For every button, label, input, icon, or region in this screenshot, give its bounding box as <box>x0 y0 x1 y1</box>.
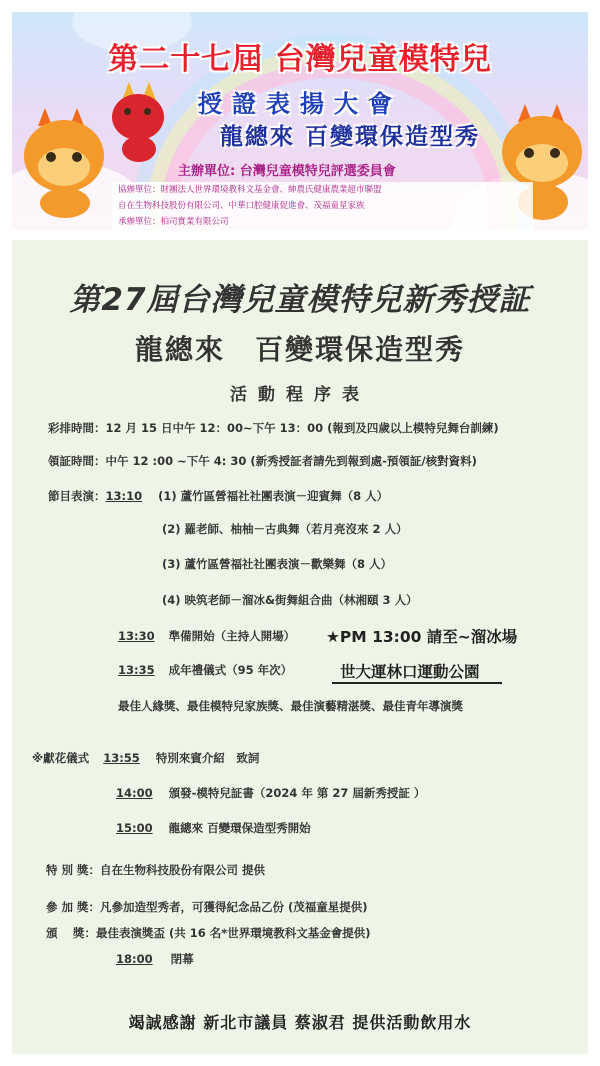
closing-row <box>116 951 194 967</box>
flower-ceremony-row <box>32 750 259 766</box>
flower-ceremony-text: 特別來賓介紹 致詞 <box>155 751 260 765</box>
banner-subtitle: 授證表揚大會 <box>198 90 402 118</box>
schedule-item-row <box>116 785 425 801</box>
performance-item: (1) 蘆竹區營福社社團表演－迎賓舞（8 人） <box>158 489 389 503</box>
schedule-time: 15:00 <box>116 821 153 835</box>
banner-co-organizers: 自在生物科技股份有限公司、中華口腔健康促進會、茂福童星家族 <box>112 198 533 214</box>
special-award-text: 自在生物科技股份有限公司 提供 <box>100 863 266 877</box>
schedule-text: 龍總來 百變環保造型秀開始 <box>168 821 311 835</box>
prep-note: ★PM 13:00 請至~溜冰場 <box>326 628 518 646</box>
rehearsal-label: 彩排時間： <box>48 421 106 435</box>
program-title: 第27屆台灣兒童模特兒新秀授証 <box>69 282 531 318</box>
dragon-body <box>40 188 90 218</box>
performances-row <box>48 488 388 504</box>
banner-title: 第二十七屆 台灣兒童模特兒 <box>108 42 492 77</box>
coming-of-age-row <box>118 662 292 678</box>
program-sheet <box>12 240 588 1054</box>
prize-award-label: 頒 獎： <box>46 926 97 940</box>
special-award-row <box>46 862 265 878</box>
certificate-pickup-row <box>48 453 477 469</box>
flower-ceremony-label: ※獻花儀式 <box>32 751 90 765</box>
banner-show-title: 龍總來 百變環保造型秀 <box>219 124 480 150</box>
rehearsal-row <box>48 420 499 436</box>
awards-list: 最佳人緣獎、最佳模特兒家族獎、最佳演藝精湛獎、最佳青年導演獎 <box>118 699 463 713</box>
participation-award-text: 凡參加造型秀者，可獲得紀念品乙份 (茂福童星提供) <box>100 900 368 914</box>
coming-of-age-time: 13:35 <box>118 663 155 677</box>
banner-co-organizers: 協辦單位：財團法人世界環境教科文基金會、紳農氏健康農業超市聯盟 <box>112 182 533 198</box>
special-award-label: 特 別 獎： <box>46 863 101 877</box>
schedule-text: 頒發-模特兒証書（2024 年 第 27 屆新秀授証 ） <box>168 786 426 800</box>
prep-text: 準備開始（主持人開場） <box>168 629 296 643</box>
event-banner <box>12 12 588 230</box>
schedule-item-row <box>116 820 311 836</box>
certificate-pickup-label: 領証時間： <box>48 454 106 468</box>
prep-time: 13:30 <box>118 629 155 643</box>
prep-row <box>118 628 295 644</box>
closing-text: 閉幕 <box>170 952 194 966</box>
dragon-eye <box>46 152 56 162</box>
performances-label: 節目表演： <box>48 489 106 503</box>
performance-item: (3) 蘆竹區營福社社團表演－歡樂舞（8 人） <box>162 557 393 571</box>
prize-award-row <box>46 925 371 941</box>
certificate-pickup-text: 中午 12 :00 ~下午 4: 30 (新秀授証者請先到報到處-預領証/核對資料) <box>105 454 477 468</box>
coming-of-age-text: 成年禮儀式（95 年次） <box>168 663 293 677</box>
prize-award-text: 最佳表演獎盃 (共 16 名*世界環境教科文基金會提供) <box>96 926 371 940</box>
rehearsal-text: 12 月 15 日中午 12：00~下午 13：00 (報到及四歲以上模特兒舞台訓練) <box>105 421 499 435</box>
performances-time: 13:10 <box>105 489 143 503</box>
flower-ceremony-time: 13:55 <box>103 751 140 765</box>
performance-item: (4) 映筑老師－溜冰&街舞組合曲（林湘頤 3 人） <box>162 593 418 607</box>
banner-executor: 承辦單位：柏司實業有限公司 <box>112 214 533 230</box>
venue-name: 世大運林口運動公園 <box>340 663 480 681</box>
thanks-note: 竭誠感謝 新北市議員 蔡淑君 提供活動飲用水 <box>128 1013 472 1032</box>
banner-host: 主辦單位: 台灣兒童模特兒評選委員會 <box>178 164 396 179</box>
participation-award-row <box>46 899 368 915</box>
schedule-time: 14:00 <box>116 786 153 800</box>
dragon-eye <box>72 152 82 162</box>
program-show-title: 龍總來 百變環保造型秀 <box>134 333 465 366</box>
performance-item: (2) 羅老師、柚柚－古典舞（若月亮沒來 2 人） <box>162 522 408 536</box>
program-schedule-heading: 活動程序表 <box>230 385 370 405</box>
participation-award-label: 參 加 獎： <box>46 900 101 914</box>
closing-time: 18:00 <box>116 952 153 966</box>
